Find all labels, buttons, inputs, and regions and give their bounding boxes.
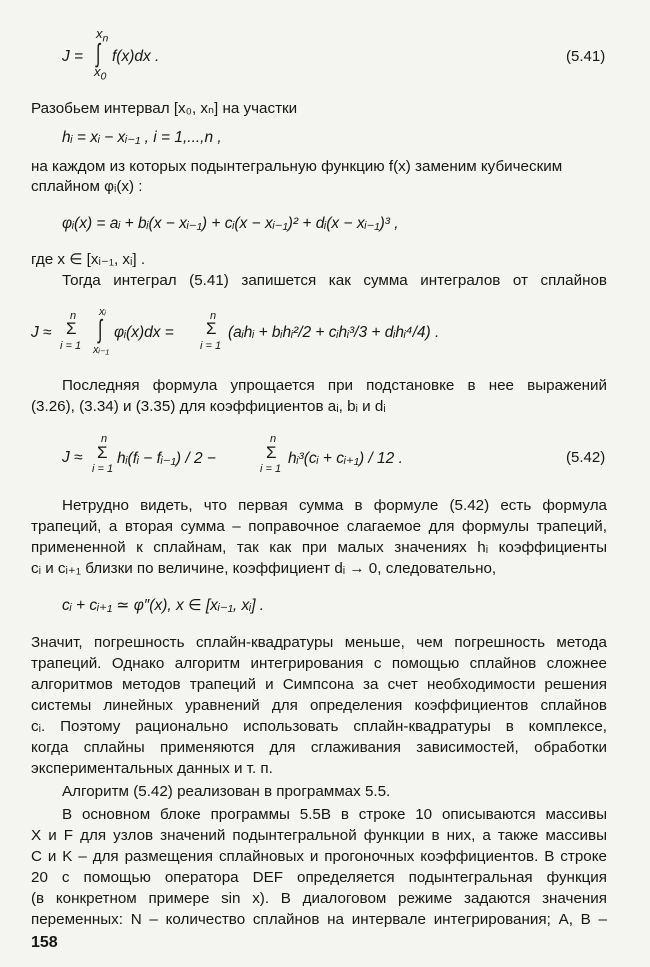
- para-easy-line: примененной к сплайнам, так как при малых значениях hᵢ коэффициенты: [31, 539, 607, 556]
- text-algo: Алгоритм (5.42) реализован в программах 5.5.: [62, 783, 391, 800]
- eq-sum-lead: J ≈: [31, 324, 52, 341]
- para-block-line: (в конкретном примере sin x). В диалоговом режиме задаются значения: [31, 890, 607, 907]
- eq-541-body: f(x)dx .: [112, 48, 160, 65]
- para-block-line: переменных: N – количество сплайнов на интервале интегрирования; A, B –: [31, 911, 607, 928]
- eq-sum-int-top: xᵢ: [99, 306, 106, 318]
- para-easy-line: трапеций, а вторая сумма – поправочное слагаемое для формулы трапеций,: [31, 518, 607, 535]
- para-means-line: трапеций. Однако алгоритм интегрирования с помощью сплайнов сложнее: [31, 655, 607, 672]
- eq-sum-mid: φᵢ(x)dx =: [114, 324, 174, 341]
- eq-541-number: (5.41): [566, 48, 606, 65]
- eq-542-part1: hᵢ(fᵢ − fᵢ₋₁) / 2 −: [117, 450, 216, 467]
- para-means-line: экспериментальных данных и т. п.: [31, 760, 273, 777]
- para-block-line: 20 с помощью оператора DEF определяется подынтегральная функция: [31, 869, 607, 886]
- equation-h: hᵢ = xᵢ − xᵢ₋₁ , i = 1,...,n ,: [62, 129, 222, 146]
- lower-limit-sub: 0: [100, 70, 107, 83]
- lower-limit-x: x: [94, 64, 101, 79]
- sigma-sign: Σ: [206, 319, 217, 338]
- eq-542-sum1-top: n: [101, 433, 108, 445]
- para-means-line: алгоритмов методов трапеций и Симпсона за счет необходимости решения: [31, 676, 607, 693]
- eq-542-number: (5.42): [566, 449, 606, 466]
- para-means-line: Значит, погрешность сплайн-квадратуры меньше, чем погрешность метода: [31, 634, 607, 651]
- eq-542-sum1-bottom: i = 1: [92, 463, 114, 475]
- eq-542-sum2-top: n: [270, 433, 277, 445]
- text-last-line2: (3.26), (3.34) и (3.35) для коэффициентов aᵢ, bᵢ и dᵢ: [31, 398, 386, 415]
- eq-541-lhs: J =: [62, 48, 84, 65]
- eq-sum-int-bottom: xᵢ₋₁: [93, 344, 110, 356]
- text-last-line1: Последняя формула упрощается при подстановке в нее выражений: [62, 377, 607, 394]
- text-then: Тогда интеграл (5.41) запишется как сумма интегралов от сплайнов: [62, 272, 607, 289]
- eq-542-sum2-bottom: i = 1: [260, 463, 282, 475]
- para-means-line: cᵢ. Поэтому рационально использовать сплайн-квадратуры в комплексе,: [31, 718, 607, 735]
- integral-sign: ∫: [98, 314, 103, 344]
- text-spline-line1: на каждом из которых подынтегральную функцию f(x) заменим кубическим: [31, 158, 563, 175]
- eq-sum-sum1-top: n: [70, 310, 77, 322]
- para-block-line: В основном блоке программы 5.5В в строке 10 описываются массивы: [62, 806, 607, 823]
- sigma-sign: Σ: [66, 319, 77, 338]
- para-easy-line: Нетрудно видеть, что первая сумма в формуле (5.42) есть формула: [62, 497, 607, 514]
- eq-542-part2: hᵢ³(cᵢ + cᵢ₊₁) / 12 .: [288, 450, 403, 467]
- upper-limit-x: x: [96, 26, 103, 41]
- text-partition: Разобьем интервал [x₀, xₙ] на участки: [31, 100, 298, 117]
- eq-541-lower-limit: [94, 64, 107, 83]
- para-means-line: когда сплайны применяются для сглаживания зависимостей, обработки: [31, 739, 607, 756]
- text-where: где x ∈ [xᵢ₋₁, xᵢ] .: [31, 251, 146, 268]
- equation-c: cᵢ + cᵢ₊₁ ≃ φ″(x), x ∈ [xᵢ₋₁, xᵢ] .: [62, 597, 265, 614]
- eq-sum-tail: (aᵢhᵢ + bᵢhᵢ²/2 + cᵢhᵢ³/3 + dᵢhᵢ⁴/4) .: [228, 324, 440, 341]
- integral-sign: ∫: [96, 38, 101, 68]
- eq-sum-sum1-bottom: i = 1: [60, 340, 82, 352]
- eq-sum-sum2-top: n: [210, 310, 217, 322]
- page-number: 158: [31, 934, 58, 951]
- upper-limit-sub: n: [102, 32, 109, 45]
- sigma-sign: Σ: [266, 443, 277, 462]
- para-block-line: C и K – для размещения сплайновых и прогоночных коэффициентов. В строке: [31, 848, 607, 865]
- text-spline-line2: сплайном φᵢ(x) :: [31, 178, 143, 195]
- para-block-line: X и F для узлов значений подынтегральной функции в них, а также массивы: [31, 827, 607, 844]
- para-easy-line: cᵢ и cᵢ₊₁ близки по величине, коэффициент dᵢ → 0, следовательно,: [31, 560, 497, 577]
- equation-5-41-lhs: [62, 48, 83, 66]
- eq-542-lead: J ≈: [62, 449, 83, 466]
- sigma-sign: Σ: [97, 443, 108, 462]
- eq-sum-sum2-bottom: i = 1: [200, 340, 222, 352]
- para-means-line: системы линейных уравнений для определения коэффициентов сплайнов: [31, 697, 607, 714]
- equation-phi: φᵢ(x) = aᵢ + bᵢ(x − xᵢ₋₁) + cᵢ(x − xᵢ₋₁)² + dᵢ(x − xᵢ₋₁)³ ,: [62, 215, 399, 232]
